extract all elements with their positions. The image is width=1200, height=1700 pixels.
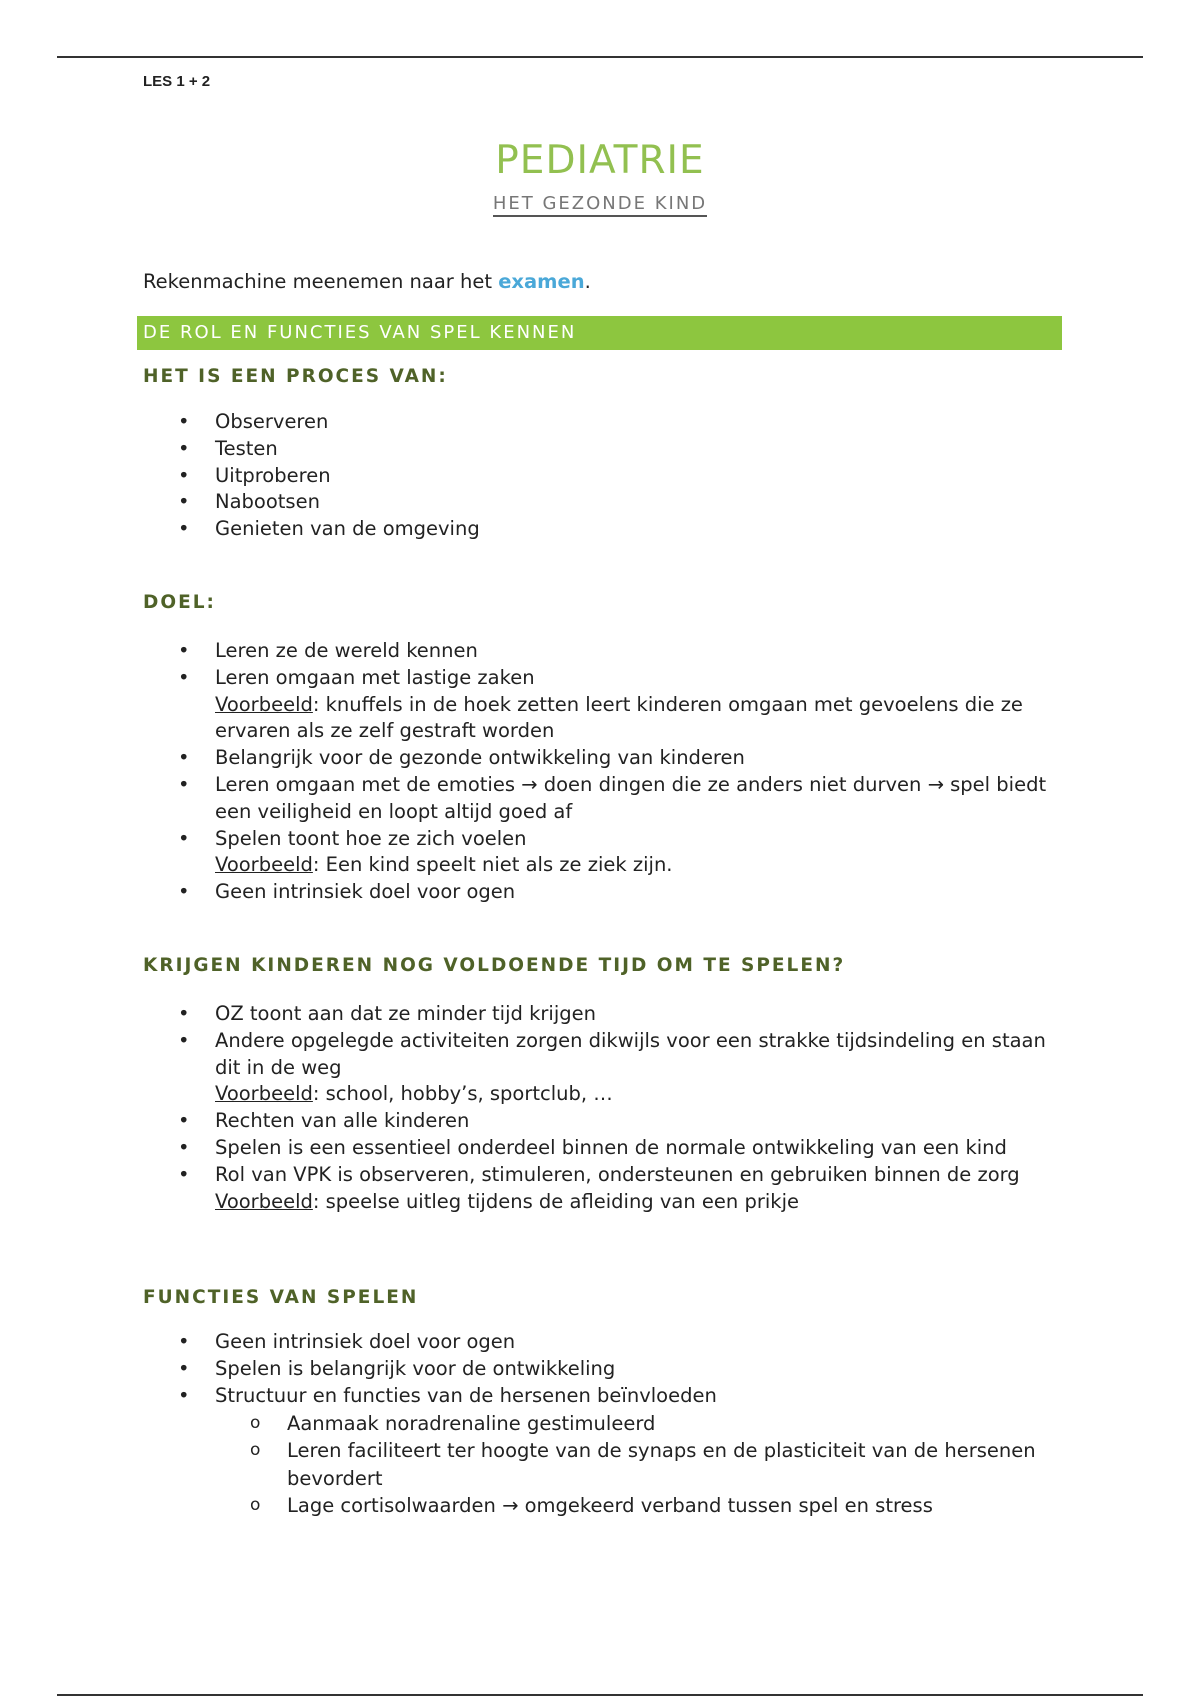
item-text: Rol van VPK is observeren, stimuleren, ondersteunen en gebruiken binnen de zorg xyxy=(215,1162,1020,1186)
list-item xyxy=(143,489,1063,516)
bullet-icon: • xyxy=(178,1357,190,1381)
list-item xyxy=(143,1135,1063,1162)
example-label: Voorbeeld xyxy=(215,853,313,877)
document-body xyxy=(143,268,1063,1520)
bullet-icon: • xyxy=(178,1135,190,1159)
list-item xyxy=(143,638,1063,665)
heading-functies: FUNCTIES VAN SPELEN xyxy=(143,1287,419,1309)
title-block xyxy=(0,140,1200,217)
bullet-icon: • xyxy=(178,746,190,770)
bullet-icon: • xyxy=(178,490,190,514)
item-text: Andere opgelegde activiteiten zorgen dikwijls voor een strakke tijdsindeling en staan dit in de weg xyxy=(215,1028,1046,1079)
bullet-icon: • xyxy=(178,1028,190,1052)
list-functies xyxy=(143,1329,1063,1519)
item-text: Leren omgaan met lastige zaken xyxy=(215,665,535,689)
item-text: Genieten van de omgeving xyxy=(215,517,480,541)
list-proces xyxy=(143,409,1063,543)
list-doel xyxy=(143,638,1063,906)
sub-list-item xyxy=(215,1410,1063,1438)
item-text: Leren ze de wereld kennen xyxy=(215,638,478,662)
intro-period: . xyxy=(584,270,591,293)
bullet-icon: • xyxy=(178,880,190,904)
example-text: : school, hobby’s, sportclub, … xyxy=(312,1082,613,1106)
sub-list-item xyxy=(215,1492,1063,1520)
list-item xyxy=(143,1356,1063,1383)
bullet-icon: • xyxy=(178,517,190,541)
example-label: Voorbeeld xyxy=(215,1189,313,1213)
lesson-label: LES 1 + 2 xyxy=(143,73,211,90)
section-heading-bar: DE ROL EN FUNCTIES VAN SPEL KENNEN xyxy=(137,316,1062,350)
item-text: Rechten van alle kinderen xyxy=(215,1109,470,1133)
item-text: Spelen toont hoe ze zich voelen xyxy=(215,826,527,850)
item-text: Spelen is een essentieel onderdeel binnen de normale ontwikkeling van een kind xyxy=(215,1135,1007,1159)
example-label: Voorbeeld xyxy=(215,692,313,716)
bullet-icon: • xyxy=(178,1001,190,1025)
heading-proces: HET IS EEN PROCES VAN: xyxy=(143,366,448,387)
top-rule xyxy=(57,56,1143,58)
example-line xyxy=(215,1189,1063,1216)
page-title: PEDIATRIE xyxy=(495,138,705,183)
circle-bullet-icon: o xyxy=(250,1440,261,1461)
bullet-icon: • xyxy=(178,436,190,460)
bullet-icon: • xyxy=(178,665,190,689)
bullet-icon: • xyxy=(178,772,190,796)
example-text: : Een kind speelt niet als ze ziek zijn. xyxy=(312,853,673,877)
item-text: Structuur en functies van de hersenen beïnvloeden xyxy=(215,1383,717,1407)
bullet-icon: • xyxy=(178,1162,190,1186)
list-item xyxy=(143,409,1063,436)
list-item xyxy=(143,1108,1063,1135)
item-text: Nabootsen xyxy=(215,490,320,514)
circle-bullet-icon: o xyxy=(250,1495,261,1516)
list-item xyxy=(143,1162,1063,1216)
list-item xyxy=(143,1383,1063,1520)
item-text: Testen xyxy=(215,436,278,460)
heading-doel: DOEL: xyxy=(143,591,216,613)
bullet-icon: • xyxy=(178,1330,190,1354)
item-text: Uitproberen xyxy=(215,463,331,487)
item-text: OZ toont aan dat ze minder tijd krijgen xyxy=(215,1001,596,1025)
list-item xyxy=(143,1001,1063,1028)
bullet-icon: • xyxy=(178,1383,190,1407)
bullet-icon: • xyxy=(178,410,190,433)
intro-paragraph xyxy=(143,268,1063,296)
bullet-icon: • xyxy=(178,1109,190,1133)
item-text: Geen intrinsiek doel voor ogen xyxy=(215,1330,516,1354)
sub-list-item xyxy=(215,1437,1063,1492)
circle-bullet-icon: o xyxy=(250,1412,261,1433)
sub-list xyxy=(215,1410,1063,1520)
example-text: : knuffels in de hoek zetten leert kinderen omgaan met gevoelens die ze ervaren als ze zelf gestraft worden xyxy=(215,692,1023,743)
list-item xyxy=(143,1329,1063,1356)
list-item xyxy=(143,463,1063,490)
heading-tijd: KRIJGEN KINDEREN NOG VOLDOENDE TIJD OM TE SPELEN? xyxy=(143,954,846,976)
bullet-icon: • xyxy=(178,638,190,662)
example-label: Voorbeeld xyxy=(215,1082,313,1106)
example-line xyxy=(215,692,1063,746)
example-text: : speelse uitleg tijdens de afleiding van een prikje xyxy=(312,1189,800,1213)
item-text: Belangrijk voor de gezonde ontwikkeling van kinderen xyxy=(215,746,745,770)
list-tijd xyxy=(143,1001,1063,1215)
list-item xyxy=(143,1028,1063,1108)
item-text: Spelen is belangrijk voor de ontwikkeling xyxy=(215,1357,616,1381)
item-text: Leren omgaan met de emoties → doen dingen die ze anders niet durven → spel biedt een veiligheid en loopt altijd goed af xyxy=(215,772,1047,823)
list-item xyxy=(143,826,1063,880)
item-text: Geen intrinsiek doel voor ogen xyxy=(215,880,516,904)
intro-text: Rekenmachine meenemen naar het xyxy=(143,270,499,293)
page-subtitle: HET GEZONDE KIND xyxy=(493,193,707,218)
item-text: Observeren xyxy=(215,410,329,433)
list-item xyxy=(143,436,1063,463)
sub-item-text: Aanmaak noradrenaline gestimuleerd xyxy=(287,1411,656,1435)
list-item xyxy=(143,745,1063,772)
example-line xyxy=(215,1081,1063,1108)
list-item xyxy=(143,665,1063,745)
sub-item-text: Leren faciliteert ter hoogte van de synaps en de plasticiteit van de hersenen bevordert xyxy=(287,1439,1036,1490)
bullet-icon: • xyxy=(178,826,190,850)
list-item xyxy=(143,772,1063,826)
example-line xyxy=(215,852,1063,879)
list-item xyxy=(143,879,1063,906)
bottom-rule xyxy=(57,1694,1143,1696)
exam-link[interactable]: examen xyxy=(498,270,585,293)
list-item xyxy=(143,516,1063,543)
sub-item-text: Lage cortisolwaarden → omgekeerd verband tussen spel en stress xyxy=(287,1494,933,1518)
bullet-icon: • xyxy=(178,463,190,487)
